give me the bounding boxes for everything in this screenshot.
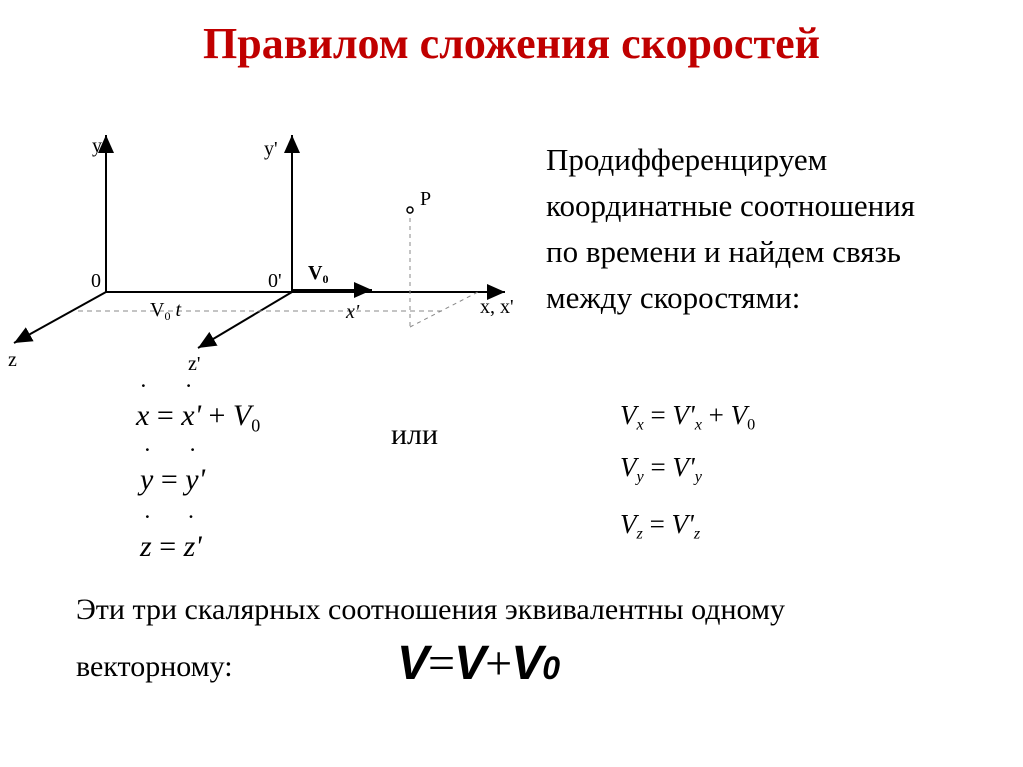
label-z-prime: z' bbox=[188, 353, 201, 375]
label-v0t: $V_0$ t bbox=[150, 299, 182, 323]
point-p-marker bbox=[407, 207, 413, 213]
z-prime-axis bbox=[198, 292, 292, 348]
label-origin: 0 bbox=[91, 270, 101, 292]
vector-formula: V=V+V0 bbox=[397, 637, 559, 690]
label-x-prime-distance: x' bbox=[346, 301, 360, 323]
paragraph-line: координатные соотношения bbox=[546, 188, 916, 223]
label-p: P bbox=[420, 188, 432, 210]
label-origin-prime: 0' bbox=[268, 270, 282, 292]
explanation-paragraph bbox=[546, 137, 915, 321]
velocity-equation-y: $V_y = V'_y$ bbox=[620, 452, 702, 486]
label-y-prime: y' bbox=[264, 138, 278, 160]
point-p-diagonal bbox=[410, 292, 478, 327]
velocity-equation-z: $V_z = V'_z$ bbox=[620, 509, 701, 543]
paragraph-line: по времени и найдем связь bbox=[546, 234, 901, 269]
velocity-equation-x: $V_x = V'_x + V_0$ bbox=[620, 400, 756, 434]
label-y: y bbox=[92, 135, 102, 157]
paragraph-line: между скоростями: bbox=[546, 280, 801, 315]
paragraph-line: Продифференцируем bbox=[546, 142, 828, 177]
equation-z: ˙ z = ˙ z' bbox=[140, 530, 202, 564]
equation-y: ˙ y = ˙ y' bbox=[140, 463, 205, 497]
slide-title: Правилом сложения скоростей bbox=[203, 19, 820, 68]
label-z: z bbox=[8, 349, 17, 371]
conclusion-line-2: векторному: bbox=[76, 650, 233, 683]
or-connector: или bbox=[391, 418, 439, 451]
conclusion-line-1: Эти три скалярных соотношения эквивалентны одному bbox=[76, 593, 785, 626]
label-v0: $V_0$ bbox=[308, 262, 329, 286]
label-x: x, x' bbox=[480, 296, 514, 318]
z-axis bbox=[14, 292, 106, 343]
equation-x: ˙ x = ˙ $x' + V_0$ bbox=[136, 399, 260, 436]
